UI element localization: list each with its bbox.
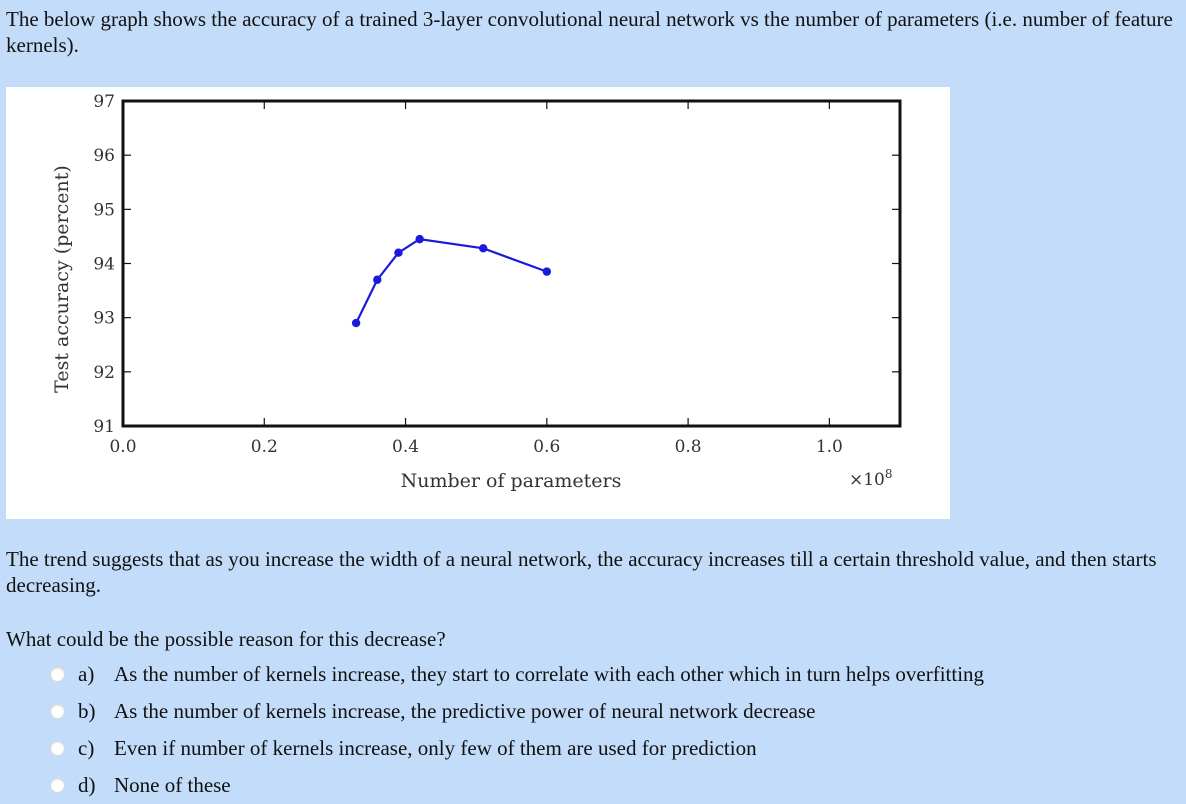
trend-text: The trend suggests that as you increase the width of a neural network, the accuracy increases till a certain threshold value, and then starts decreasing. <box>6 547 1157 597</box>
plot-frame <box>123 101 900 426</box>
accuracy-chart <box>6 87 950 519</box>
radio-button-a[interactable] <box>50 667 65 682</box>
radio-button-c[interactable] <box>50 741 65 756</box>
option-d[interactable] <box>50 767 984 804</box>
y-axis-title: Test accuracy (percent) <box>51 165 73 393</box>
y-tick-label: 91 <box>93 417 115 437</box>
data-point <box>415 235 423 243</box>
option-text: Even if number of kernels increase, only few of them are used for prediction <box>114 736 757 760</box>
option-text: None of these <box>114 773 231 797</box>
x-tick-label: 0.8 <box>674 437 702 457</box>
data-point <box>543 267 551 275</box>
intro-text: The below graph shows the accuracy of a trained 3-layer convolutional neural network vs the number of parameters (i.e. number of feature kernels). <box>6 7 1173 57</box>
x-ticks <box>109 101 842 457</box>
series-line <box>356 239 547 323</box>
y-ticks <box>93 92 900 437</box>
y-tick-label: 94 <box>93 254 115 275</box>
x-tick-label: 1.0 <box>815 437 843 457</box>
option-b[interactable] <box>50 693 984 730</box>
x-tick-label: 0.0 <box>109 437 137 457</box>
x-tick-label: 0.2 <box>250 437 278 457</box>
option-c[interactable] <box>50 730 984 767</box>
data-point <box>352 319 360 327</box>
x-tick-label: 0.4 <box>392 437 420 457</box>
radio-button-b[interactable] <box>50 704 65 719</box>
radio-button-d[interactable] <box>50 778 65 793</box>
x-tick-label: 0.6 <box>533 437 561 457</box>
data-point <box>373 276 381 284</box>
option-text: As the number of kernels increase, they start to correlate with each other which in turn helps overfitting <box>114 662 985 686</box>
y-tick-label: 93 <box>93 308 115 329</box>
y-tick-label: 92 <box>93 362 115 383</box>
data-point <box>479 244 487 252</box>
y-tick-label: 97 <box>93 92 115 112</box>
question-text: What could be the possible reason for this decrease? <box>6 627 446 651</box>
y-tick-label: 96 <box>93 146 115 167</box>
option-letter: c) <box>78 736 95 760</box>
option-letter: d) <box>78 773 96 797</box>
option-letter: b) <box>78 699 96 723</box>
option-a[interactable] <box>50 656 984 693</box>
data-point <box>394 248 402 256</box>
x-multiplier: $\times 10^8$ <box>849 467 893 490</box>
option-letter: a) <box>78 662 95 686</box>
answer-options <box>50 656 984 804</box>
x-axis-title: Number of parameters <box>400 470 622 492</box>
series <box>352 235 551 327</box>
option-text: As the number of kernels increase, the predictive power of neural network decrease <box>114 699 816 723</box>
chart-svg <box>6 87 950 519</box>
y-tick-label: 95 <box>93 200 115 221</box>
